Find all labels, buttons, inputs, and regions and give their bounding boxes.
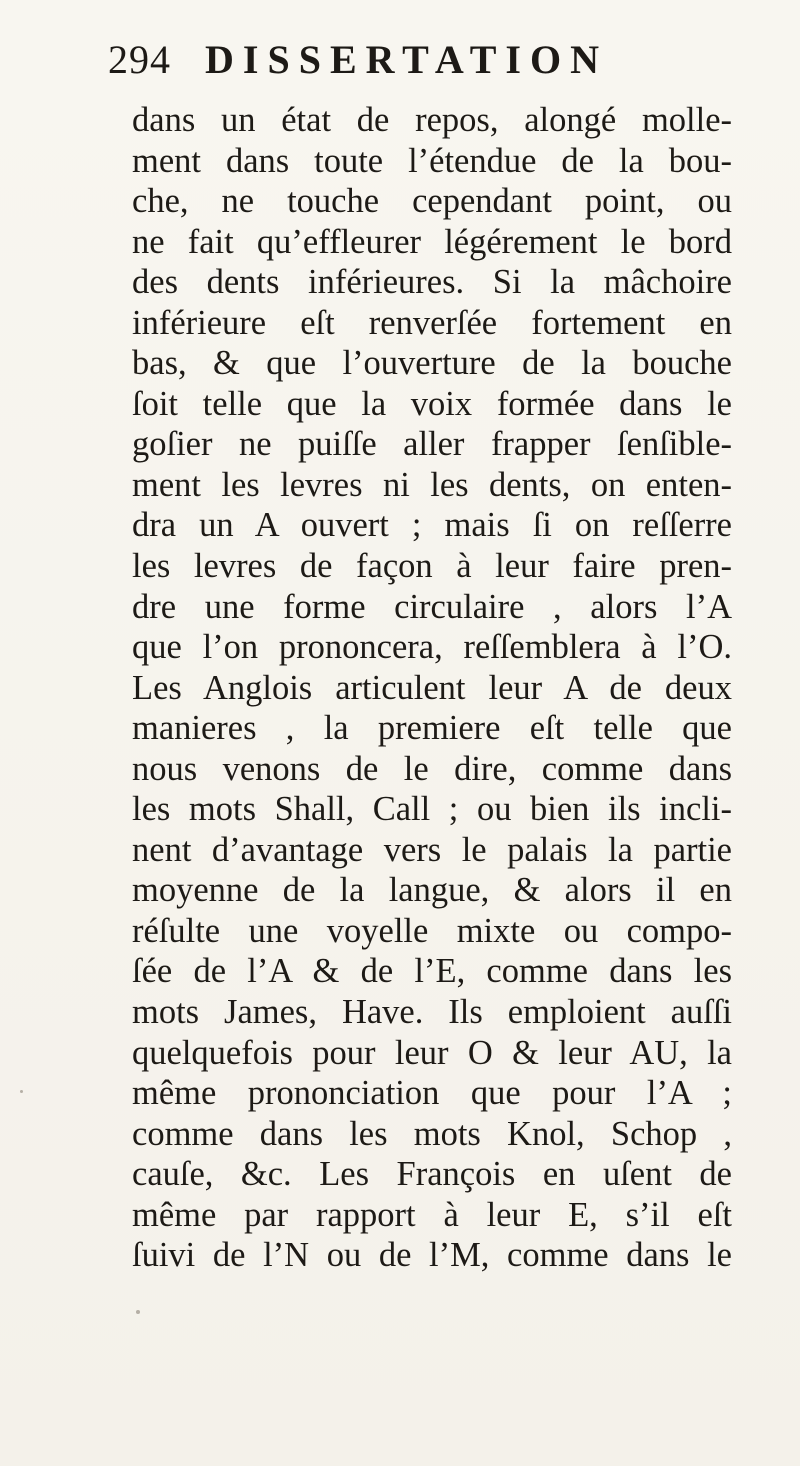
text-line: ſuivi de l’N ou de l’M, comme dans le [132, 1236, 732, 1275]
text-line: ſoit telle que la voix formée dans le [132, 384, 732, 423]
text-line: nent d’avantage vers le palais la partie [132, 830, 732, 869]
text-line: goſier ne puiſſe aller frapper ſenſible- [132, 425, 732, 464]
page-number: 294 [108, 37, 171, 82]
text-line: même par rapport à leur E, s’il eſt [132, 1195, 732, 1234]
text-line: dra un A ouvert ; mais ſi on reſſerre [132, 506, 732, 545]
running-title: DISSERTATION [205, 37, 608, 82]
text-line: inférieure eſt renverſée fortement en [132, 303, 732, 342]
text-line: réſulte une voyelle mixte ou compo- [132, 911, 732, 950]
text-line: des dents inférieures. Si la mâchoire [132, 263, 732, 302]
paper-speck [20, 1090, 23, 1093]
text-line: nous venons de le dire, comme dans [132, 749, 732, 788]
text-line: les levres de façon à leur faire pren- [132, 547, 732, 586]
text-line: que l’on prononcera, reſſemblera à l’O. [132, 628, 732, 667]
text-line: ſée de l’A & de l’E, comme dans les [132, 952, 732, 991]
body-text [132, 100, 732, 1276]
text-line: cauſe, &c. Les François en uſent de [132, 1155, 732, 1194]
text-line: manieres , la premiere eſt telle que [132, 709, 732, 748]
text-line: bas, & que l’ouverture de la bouche [132, 344, 732, 383]
text-line: che, ne touche cependant point, ou [132, 182, 732, 221]
text-line: ne fait qu’effleurer légérement le bord [132, 222, 732, 261]
text-line: dre une forme circulaire , alors l’A [132, 587, 732, 626]
text-line: mots James, Have. Ils emploient auſſi [132, 993, 732, 1032]
text-line: ment dans toute l’étendue de la bou- [132, 141, 732, 180]
text-line: quelquefois pour leur O & leur AU, la [132, 1033, 732, 1072]
text-line: moyenne de la langue, & alors il en [132, 871, 732, 910]
text-line: même prononciation que pour l’A ; [132, 1074, 732, 1113]
text-line: ment les levres ni les dents, on enten- [132, 465, 732, 504]
running-head [108, 36, 728, 92]
text-line: les mots Shall, Call ; ou bien ils incli- [132, 790, 732, 829]
text-line: comme dans les mots Knol, Schop , [132, 1114, 732, 1153]
paper-speck [136, 1310, 140, 1314]
text-line: dans un état de repos, alongé molle- [132, 101, 732, 139]
text-line: Les Anglois articulent leur A de deux [132, 668, 732, 707]
